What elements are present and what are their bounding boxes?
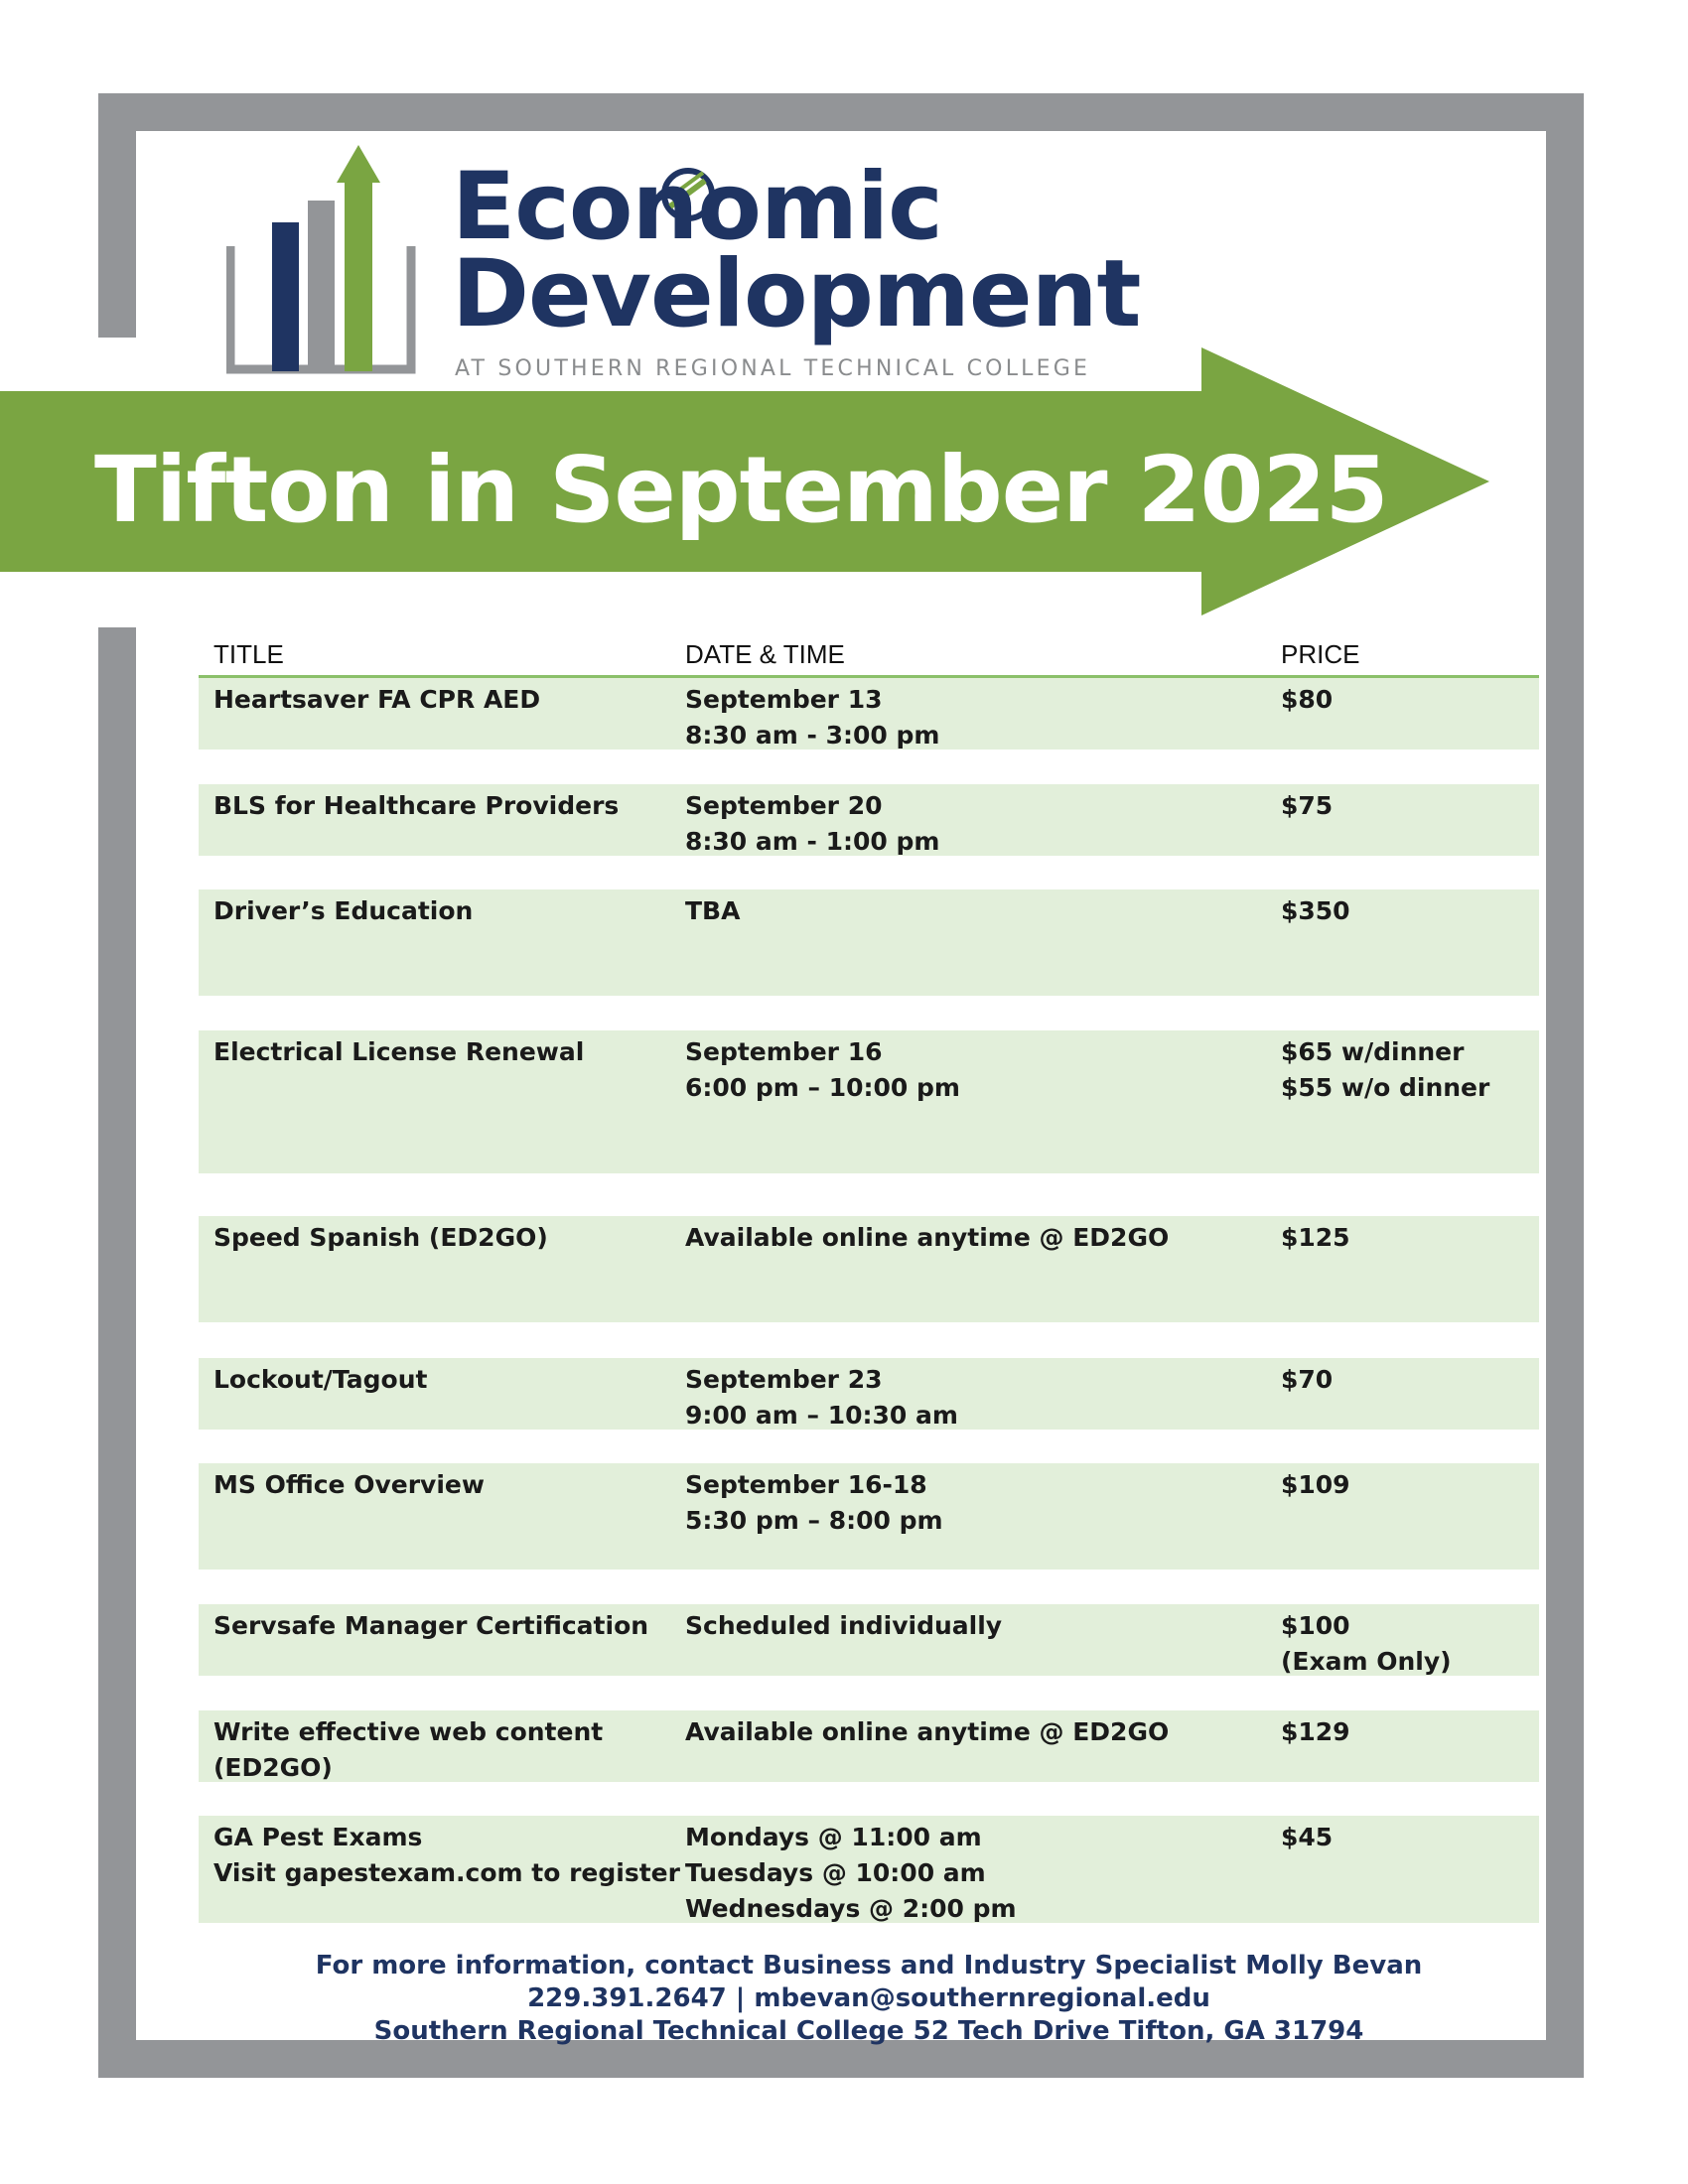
row-title: MS Office Overview <box>213 1470 485 1499</box>
header-date: DATE & TIME <box>685 639 845 669</box>
table-row <box>199 1463 1539 1570</box>
logo-tagline: AT SOUTHERN REGIONAL TECHNICAL COLLEGE <box>455 356 1091 381</box>
schedule-table <box>199 635 1539 1923</box>
footer-contact-line: For more information, contact Business and Industry Specialist Molly Bevan <box>315 1951 1423 1980</box>
logo-bar-green <box>345 181 372 371</box>
row-price: $70 <box>1281 1365 1334 1394</box>
row-date: September 16 6:00 pm – 10:00 pm <box>685 1037 960 1102</box>
row-title: GA Pest Exams Visit gapestexam.com to register <box>213 1823 680 1887</box>
row-price: $125 <box>1281 1223 1350 1252</box>
row-price: $129 <box>1281 1717 1350 1746</box>
row-date: September 23 9:00 am – 10:30 am <box>685 1365 958 1430</box>
row-title: Servsafe Manager Certification <box>213 1611 649 1640</box>
row-price: $75 <box>1281 791 1334 820</box>
table-row <box>199 1816 1539 1923</box>
row-price: $100 (Exam Only) <box>1281 1611 1452 1676</box>
table-row <box>199 1030 1539 1173</box>
row-date: Available online anytime @ ED2GO <box>685 1717 1170 1746</box>
footer-phone-email: 229.391.2647 | mbevan@southernregional.edu <box>527 1983 1210 2013</box>
row-title: Lockout/Tagout <box>213 1365 428 1394</box>
logo-arrow-head <box>337 145 380 183</box>
footer-address: Southern Regional Technical College 52 Tech Drive Tifton, GA 31794 <box>373 2016 1364 2046</box>
row-title: Electrical License Renewal <box>213 1037 585 1066</box>
frame-top <box>98 93 1584 131</box>
row-date: September 16-18 5:30 pm – 8:00 pm <box>685 1470 943 1535</box>
row-date: September 13 8:30 am - 3:00 pm <box>685 685 940 750</box>
header-title: TITLE <box>213 639 284 669</box>
table-row <box>199 1604 1539 1676</box>
header-price: PRICE <box>1281 639 1360 669</box>
row-title: BLS for Healthcare Providers <box>213 791 620 820</box>
table-row <box>199 678 1539 750</box>
contact-footer <box>199 1950 1539 2048</box>
row-price: $45 <box>1281 1823 1334 1851</box>
logo-line2: Development <box>452 240 1141 348</box>
banner-title: Tifton in September 2025 <box>94 437 1388 543</box>
row-date: September 20 8:30 am - 1:00 pm <box>685 791 940 856</box>
table-row <box>199 889 1539 996</box>
row-date: Available online anytime @ ED2GO <box>685 1223 1170 1252</box>
table-row <box>199 1710 1539 1782</box>
row-price: $80 <box>1281 685 1334 714</box>
table-row <box>199 1358 1539 1430</box>
row-price: $350 <box>1281 896 1350 925</box>
row-price: $65 w/dinner $55 w/o dinner <box>1281 1037 1490 1102</box>
row-title: Heartsaver FA CPR AED <box>213 685 541 714</box>
row-date: TBA <box>685 896 741 925</box>
row-price: $109 <box>1281 1470 1350 1499</box>
table-header <box>199 635 1539 678</box>
frame-left-upper <box>98 93 136 338</box>
row-date: Scheduled individually <box>685 1611 1003 1640</box>
frame-left-lower <box>98 627 136 2078</box>
row-title: Write effective web content (ED2GO) <box>213 1717 604 1782</box>
row-title: Driver’s Education <box>213 896 474 925</box>
logo-line1: Economic <box>452 153 942 261</box>
row-date: Mondays @ 11:00 am Tuesdays @ 10:00 am Wednesdays @ 2:00 pm <box>685 1823 1017 1923</box>
frame-right <box>1546 93 1584 2078</box>
table-row <box>199 1216 1539 1322</box>
table-row <box>199 784 1539 856</box>
logo-bar-gray <box>308 201 335 371</box>
row-title: Speed Spanish (ED2GO) <box>213 1223 548 1252</box>
